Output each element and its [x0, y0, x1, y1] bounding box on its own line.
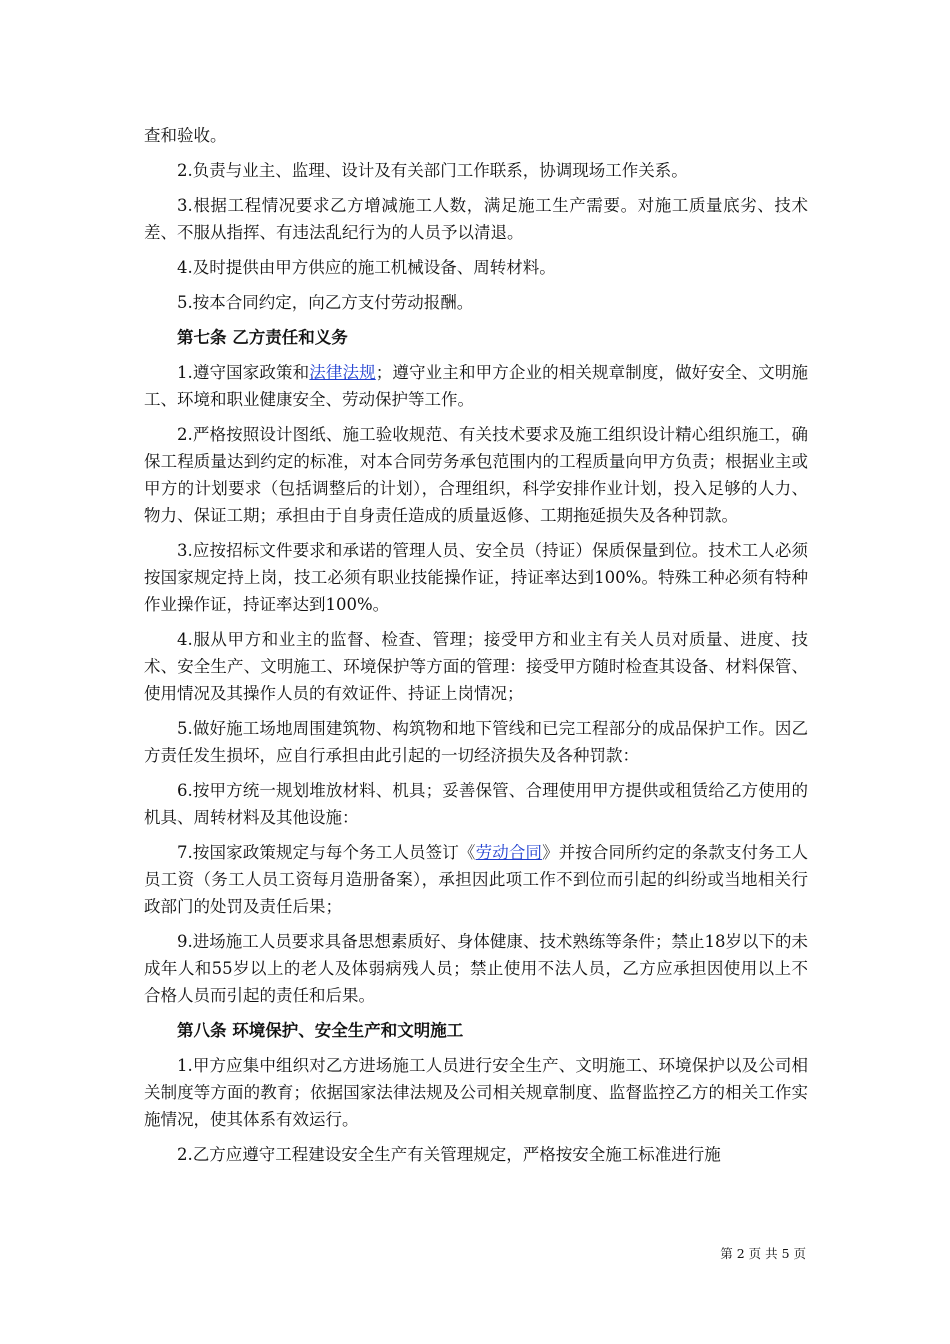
paragraph-text: ；遵守业主和甲方企业的相关规章制度，做好安全、文明施工、环境和职业健康安全、劳动保护等工作。	[144, 363, 809, 409]
page-number-footer: 第 2 页 共 5 页	[720, 1246, 806, 1261]
paragraph-text: 1.遵守国家政策和	[177, 363, 310, 382]
paragraph: 4.服从甲方和业主的监督、检查、管理；接受甲方和业主有关人员对质量、进度、技术、安全生产、文明施工、环境保护等方面的管理：接受甲方随时检查其设备、材料保管、使用情况及其操作人员的有效证件、持证上岗情况；	[144, 630, 808, 703]
paragraph-text: 7.按国家政策规定与每个务工人员签订《	[177, 843, 476, 862]
paragraph: 4.及时提供由甲方供应的施工机械设备、周转材料。	[177, 258, 556, 277]
paragraph: 6.按甲方统一规划堆放材料、机具；妥善保管、合理使用甲方提供或租赁给乙方使用的机具、周转材料及其他设施：	[144, 781, 808, 827]
paragraph: 2.乙方应遵守工程建设安全生产有关管理规定，严格按安全施工标准进行施	[177, 1145, 721, 1164]
paragraph: 2.负责与业主、监理、设计及有关部门工作联系，协调现场工作关系。	[177, 161, 688, 180]
paragraph: 5.做好施工场地周围建筑物、构筑物和地下管线和已完工程部分的成品保护工作。因乙方责任发生损坏，应自行承担由此引起的一切经济损失及各种罚款：	[144, 719, 808, 765]
section-heading: 第七条 乙方责任和义务	[177, 328, 348, 347]
paragraph-continuation: 查和验收。	[144, 126, 227, 145]
paragraph: 1.甲方应集中组织对乙方进场施工人员进行安全生产、文明施工、环境保护以及公司相关制度等方面的教育；依据国家法律法规及公司相关规章制度、监督监控乙方的相关工作实施情况，使其体系有效运行。	[144, 1056, 808, 1129]
paragraph: 2.严格按照设计图纸、施工验收规范、有关技术要求及施工组织设计精心组织施工，确保工程质量达到约定的标准，对本合同劳务承包范围内的工程质量向甲方负责；根据业主或甲方的计划要求（包括调整后的计划），合理组织，科学安排作业计划，投入足够的人力、物力、保证工期；承担由于自身责任造成的质量返修、工期拖延损失及各种罚款。	[144, 425, 808, 525]
paragraph	[144, 359, 808, 413]
paragraph: 3.根据工程情况要求乙方增减施工人数，满足施工生产需要。对施工质量底劣、技术差、不服从指挥、有违法乱纪行为的人员予以清退。	[144, 196, 808, 242]
paragraph-text: 》并按合同所约定的条款支付务工人员工资（务工人员工资每月造册备案），承担因此项工作不到位而引起的纠纷或当地相关行政部门的处罚及责任后果；	[144, 843, 809, 916]
hyperlink[interactable]: 劳动合同	[475, 843, 543, 862]
section-heading: 第八条 环境保护、安全生产和文明施工	[177, 1021, 464, 1040]
hyperlink[interactable]: 法律法规	[309, 363, 376, 382]
paragraph: 9.进场施工人员要求具备思想素质好、身体健康、技术熟练等条件；禁止18岁以下的未成年人和55岁以上的老人及体弱病残人员；禁止使用不法人员，乙方应承担因使用以上不合格人员而引起的责任和后果。	[144, 932, 808, 1005]
document-body	[144, 122, 808, 1176]
paragraph	[144, 839, 808, 920]
paragraph: 3.应按招标文件要求和承诺的管理人员、安全员（持证）保质保量到位。技术工人必须按国家规定持上岗，技工必须有职业技能操作证，持证率达到100%。特殊工种必须有特种作业操作证，持证率达到100%。	[144, 541, 808, 614]
paragraph: 5.按本合同约定，向乙方支付劳动报酬。	[177, 293, 474, 312]
